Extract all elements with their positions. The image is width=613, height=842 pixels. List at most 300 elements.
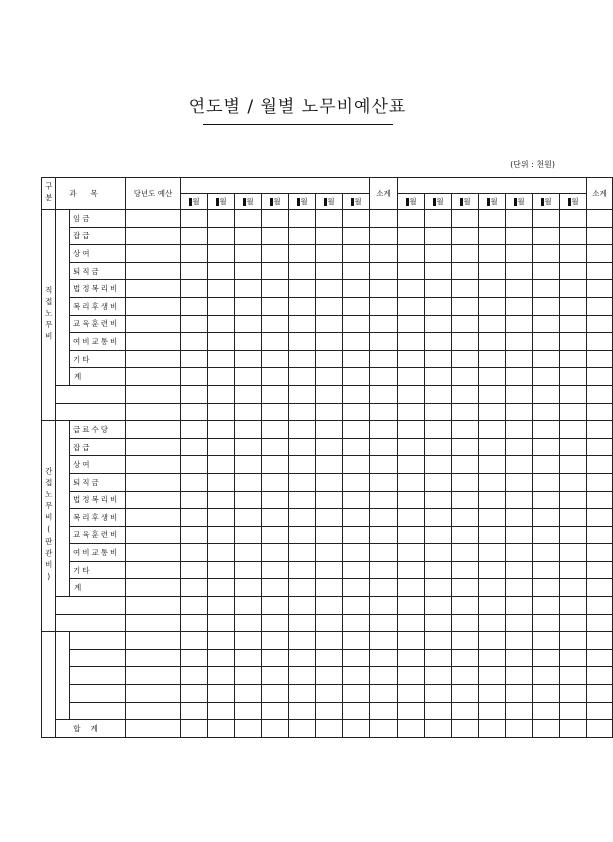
value-cell[interactable] (370, 667, 398, 685)
value-cell[interactable] (425, 421, 452, 439)
value-cell[interactable] (506, 368, 533, 386)
value-cell[interactable] (289, 245, 316, 263)
value-cell[interactable] (533, 438, 560, 456)
value-cell[interactable] (181, 720, 208, 738)
value-cell[interactable] (289, 702, 316, 720)
value-cell[interactable] (533, 403, 560, 421)
value-cell[interactable] (126, 421, 181, 439)
value-cell[interactable] (289, 403, 316, 421)
value-cell[interactable] (126, 649, 181, 667)
value-cell[interactable] (533, 544, 560, 562)
value-cell[interactable] (533, 597, 560, 615)
value-cell[interactable] (506, 685, 533, 703)
value-cell[interactable] (587, 614, 613, 632)
value-cell[interactable] (587, 632, 613, 650)
value-cell[interactable] (533, 227, 560, 245)
value-cell[interactable] (479, 315, 506, 333)
value-cell[interactable] (181, 227, 208, 245)
value-cell[interactable] (533, 561, 560, 579)
value-cell[interactable] (235, 544, 262, 562)
value-cell[interactable] (126, 561, 181, 579)
value-cell[interactable] (506, 473, 533, 491)
value-cell[interactable] (560, 350, 587, 368)
value-cell[interactable] (425, 685, 452, 703)
value-cell[interactable] (316, 297, 343, 315)
value-cell[interactable] (181, 685, 208, 703)
value-cell[interactable] (533, 720, 560, 738)
value-cell[interactable] (262, 649, 289, 667)
value-cell[interactable] (316, 473, 343, 491)
value-cell[interactable] (506, 210, 533, 228)
value-cell[interactable] (343, 526, 370, 544)
value-cell[interactable] (398, 597, 425, 615)
value-cell[interactable] (398, 315, 425, 333)
value-cell[interactable] (208, 667, 235, 685)
value-cell[interactable] (289, 720, 316, 738)
value-cell[interactable] (262, 685, 289, 703)
value-cell[interactable] (343, 544, 370, 562)
value-cell[interactable] (506, 262, 533, 280)
value-cell[interactable] (587, 526, 613, 544)
value-cell[interactable] (343, 350, 370, 368)
value-cell[interactable] (398, 210, 425, 228)
value-cell[interactable] (560, 491, 587, 509)
value-cell[interactable] (343, 456, 370, 474)
value-cell[interactable] (289, 333, 316, 351)
value-cell[interactable] (262, 491, 289, 509)
value-cell[interactable] (587, 579, 613, 597)
value-cell[interactable] (533, 421, 560, 439)
value-cell[interactable] (370, 368, 398, 386)
value-cell[interactable] (587, 649, 613, 667)
value-cell[interactable] (289, 473, 316, 491)
value-cell[interactable] (398, 333, 425, 351)
value-cell[interactable] (235, 210, 262, 228)
value-cell[interactable] (506, 597, 533, 615)
value-cell[interactable] (235, 649, 262, 667)
value-cell[interactable] (506, 385, 533, 403)
value-cell[interactable] (452, 473, 479, 491)
value-cell[interactable] (235, 315, 262, 333)
value-cell[interactable] (316, 403, 343, 421)
value-cell[interactable] (533, 297, 560, 315)
value-cell[interactable] (425, 720, 452, 738)
value-cell[interactable] (208, 368, 235, 386)
value-cell[interactable] (316, 438, 343, 456)
value-cell[interactable] (343, 245, 370, 263)
value-cell[interactable] (126, 491, 181, 509)
value-cell[interactable] (262, 702, 289, 720)
value-cell[interactable] (425, 297, 452, 315)
value-cell[interactable] (262, 632, 289, 650)
value-cell[interactable] (587, 333, 613, 351)
value-cell[interactable] (208, 561, 235, 579)
value-cell[interactable] (587, 597, 613, 615)
value-cell[interactable] (126, 245, 181, 263)
value-cell[interactable] (208, 649, 235, 667)
value-cell[interactable] (533, 649, 560, 667)
value-cell[interactable] (289, 421, 316, 439)
value-cell[interactable] (370, 597, 398, 615)
value-cell[interactable] (289, 526, 316, 544)
value-cell[interactable] (560, 473, 587, 491)
value-cell[interactable] (235, 385, 262, 403)
value-cell[interactable] (479, 720, 506, 738)
value-cell[interactable] (262, 544, 289, 562)
value-cell[interactable] (479, 350, 506, 368)
value-cell[interactable] (452, 403, 479, 421)
value-cell[interactable] (370, 280, 398, 298)
value-cell[interactable] (208, 509, 235, 527)
value-cell[interactable] (560, 526, 587, 544)
value-cell[interactable] (181, 597, 208, 615)
value-cell[interactable] (398, 245, 425, 263)
value-cell[interactable] (398, 685, 425, 703)
value-cell[interactable] (316, 385, 343, 403)
value-cell[interactable] (343, 702, 370, 720)
value-cell[interactable] (343, 368, 370, 386)
value-cell[interactable] (506, 579, 533, 597)
value-cell[interactable] (289, 456, 316, 474)
value-cell[interactable] (262, 403, 289, 421)
value-cell[interactable] (343, 262, 370, 280)
value-cell[interactable] (343, 614, 370, 632)
value-cell[interactable] (126, 702, 181, 720)
value-cell[interactable] (560, 438, 587, 456)
value-cell[interactable] (235, 526, 262, 544)
value-cell[interactable] (398, 473, 425, 491)
value-cell[interactable] (425, 614, 452, 632)
value-cell[interactable] (479, 385, 506, 403)
value-cell[interactable] (506, 297, 533, 315)
value-cell[interactable] (316, 227, 343, 245)
value-cell[interactable] (235, 403, 262, 421)
value-cell[interactable] (398, 280, 425, 298)
value-cell[interactable] (506, 280, 533, 298)
value-cell[interactable] (587, 421, 613, 439)
value-cell[interactable] (506, 561, 533, 579)
value-cell[interactable] (316, 421, 343, 439)
value-cell[interactable] (208, 297, 235, 315)
value-cell[interactable] (262, 720, 289, 738)
value-cell[interactable] (181, 245, 208, 263)
value-cell[interactable] (370, 421, 398, 439)
value-cell[interactable] (398, 297, 425, 315)
value-cell[interactable] (560, 614, 587, 632)
value-cell[interactable] (343, 509, 370, 527)
value-cell[interactable] (181, 579, 208, 597)
value-cell[interactable] (425, 350, 452, 368)
value-cell[interactable] (479, 227, 506, 245)
value-cell[interactable] (533, 526, 560, 544)
value-cell[interactable] (370, 491, 398, 509)
value-cell[interactable] (398, 720, 425, 738)
value-cell[interactable] (506, 649, 533, 667)
value-cell[interactable] (425, 245, 452, 263)
value-cell[interactable] (289, 579, 316, 597)
value-cell[interactable] (316, 210, 343, 228)
value-cell[interactable] (587, 456, 613, 474)
value-cell[interactable] (208, 262, 235, 280)
value-cell[interactable] (398, 350, 425, 368)
value-cell[interactable] (289, 491, 316, 509)
value-cell[interactable] (208, 720, 235, 738)
value-cell[interactable] (452, 333, 479, 351)
value-cell[interactable] (452, 421, 479, 439)
value-cell[interactable] (126, 632, 181, 650)
value-cell[interactable] (126, 297, 181, 315)
value-cell[interactable] (235, 579, 262, 597)
value-cell[interactable] (181, 561, 208, 579)
value-cell[interactable] (235, 597, 262, 615)
value-cell[interactable] (262, 210, 289, 228)
value-cell[interactable] (506, 333, 533, 351)
value-cell[interactable] (398, 702, 425, 720)
value-cell[interactable] (398, 526, 425, 544)
value-cell[interactable] (289, 280, 316, 298)
value-cell[interactable] (506, 720, 533, 738)
value-cell[interactable] (587, 473, 613, 491)
value-cell[interactable] (343, 632, 370, 650)
value-cell[interactable] (506, 227, 533, 245)
value-cell[interactable] (587, 280, 613, 298)
value-cell[interactable] (587, 702, 613, 720)
value-cell[interactable] (289, 210, 316, 228)
value-cell[interactable] (343, 597, 370, 615)
value-cell[interactable] (289, 667, 316, 685)
value-cell[interactable] (587, 368, 613, 386)
value-cell[interactable] (479, 262, 506, 280)
value-cell[interactable] (425, 649, 452, 667)
value-cell[interactable] (425, 579, 452, 597)
value-cell[interactable] (452, 438, 479, 456)
value-cell[interactable] (560, 227, 587, 245)
value-cell[interactable] (425, 702, 452, 720)
value-cell[interactable] (316, 350, 343, 368)
value-cell[interactable] (316, 685, 343, 703)
value-cell[interactable] (398, 385, 425, 403)
value-cell[interactable] (208, 280, 235, 298)
value-cell[interactable] (126, 509, 181, 527)
value-cell[interactable] (181, 210, 208, 228)
value-cell[interactable] (533, 385, 560, 403)
value-cell[interactable] (235, 245, 262, 263)
value-cell[interactable] (126, 544, 181, 562)
value-cell[interactable] (533, 456, 560, 474)
value-cell[interactable] (506, 702, 533, 720)
value-cell[interactable] (316, 632, 343, 650)
value-cell[interactable] (425, 473, 452, 491)
value-cell[interactable] (289, 368, 316, 386)
value-cell[interactable] (235, 509, 262, 527)
value-cell[interactable] (479, 702, 506, 720)
value-cell[interactable] (316, 262, 343, 280)
value-cell[interactable] (452, 649, 479, 667)
value-cell[interactable] (370, 210, 398, 228)
value-cell[interactable] (533, 315, 560, 333)
value-cell[interactable] (262, 614, 289, 632)
value-cell[interactable] (479, 685, 506, 703)
value-cell[interactable] (425, 597, 452, 615)
value-cell[interactable] (370, 614, 398, 632)
value-cell[interactable] (208, 632, 235, 650)
value-cell[interactable] (587, 667, 613, 685)
value-cell[interactable] (398, 667, 425, 685)
value-cell[interactable] (452, 297, 479, 315)
value-cell[interactable] (479, 579, 506, 597)
value-cell[interactable] (370, 685, 398, 703)
value-cell[interactable] (425, 667, 452, 685)
value-cell[interactable] (181, 262, 208, 280)
value-cell[interactable] (181, 315, 208, 333)
value-cell[interactable] (289, 350, 316, 368)
value-cell[interactable] (479, 667, 506, 685)
value-cell[interactable] (479, 509, 506, 527)
value-cell[interactable] (235, 473, 262, 491)
value-cell[interactable] (316, 667, 343, 685)
value-cell[interactable] (560, 632, 587, 650)
value-cell[interactable] (289, 385, 316, 403)
value-cell[interactable] (343, 403, 370, 421)
value-cell[interactable] (560, 649, 587, 667)
value-cell[interactable] (479, 456, 506, 474)
value-cell[interactable] (370, 262, 398, 280)
value-cell[interactable] (452, 579, 479, 597)
value-cell[interactable] (126, 685, 181, 703)
value-cell[interactable] (560, 667, 587, 685)
value-cell[interactable] (587, 403, 613, 421)
value-cell[interactable] (262, 245, 289, 263)
value-cell[interactable] (398, 262, 425, 280)
value-cell[interactable] (126, 667, 181, 685)
value-cell[interactable] (262, 368, 289, 386)
value-cell[interactable] (316, 597, 343, 615)
value-cell[interactable] (235, 350, 262, 368)
value-cell[interactable] (533, 509, 560, 527)
value-cell[interactable] (452, 702, 479, 720)
value-cell[interactable] (262, 526, 289, 544)
value-cell[interactable] (587, 720, 613, 738)
value-cell[interactable] (343, 685, 370, 703)
value-cell[interactable] (343, 421, 370, 439)
value-cell[interactable] (560, 262, 587, 280)
value-cell[interactable] (289, 685, 316, 703)
value-cell[interactable] (533, 667, 560, 685)
value-cell[interactable] (262, 227, 289, 245)
value-cell[interactable] (126, 720, 181, 738)
value-cell[interactable] (262, 561, 289, 579)
value-cell[interactable] (181, 438, 208, 456)
value-cell[interactable] (289, 544, 316, 562)
value-cell[interactable] (587, 350, 613, 368)
value-cell[interactable] (343, 720, 370, 738)
value-cell[interactable] (479, 210, 506, 228)
value-cell[interactable] (479, 561, 506, 579)
value-cell[interactable] (343, 473, 370, 491)
value-cell[interactable] (126, 262, 181, 280)
value-cell[interactable] (262, 438, 289, 456)
value-cell[interactable] (452, 210, 479, 228)
value-cell[interactable] (235, 368, 262, 386)
value-cell[interactable] (560, 368, 587, 386)
value-cell[interactable] (126, 579, 181, 597)
value-cell[interactable] (452, 385, 479, 403)
value-cell[interactable] (398, 561, 425, 579)
value-cell[interactable] (560, 720, 587, 738)
value-cell[interactable] (560, 561, 587, 579)
value-cell[interactable] (370, 456, 398, 474)
value-cell[interactable] (181, 385, 208, 403)
value-cell[interactable] (126, 385, 181, 403)
value-cell[interactable] (425, 403, 452, 421)
value-cell[interactable] (370, 333, 398, 351)
value-cell[interactable] (316, 280, 343, 298)
value-cell[interactable] (235, 632, 262, 650)
value-cell[interactable] (587, 491, 613, 509)
value-cell[interactable] (235, 614, 262, 632)
value-cell[interactable] (398, 491, 425, 509)
value-cell[interactable] (533, 333, 560, 351)
value-cell[interactable] (425, 315, 452, 333)
value-cell[interactable] (533, 702, 560, 720)
value-cell[interactable] (370, 315, 398, 333)
value-cell[interactable] (506, 438, 533, 456)
value-cell[interactable] (235, 720, 262, 738)
value-cell[interactable] (181, 403, 208, 421)
value-cell[interactable] (343, 649, 370, 667)
value-cell[interactable] (479, 438, 506, 456)
value-cell[interactable] (316, 579, 343, 597)
value-cell[interactable] (560, 421, 587, 439)
value-cell[interactable] (208, 579, 235, 597)
value-cell[interactable] (560, 456, 587, 474)
value-cell[interactable] (181, 297, 208, 315)
value-cell[interactable] (398, 456, 425, 474)
value-cell[interactable] (398, 438, 425, 456)
value-cell[interactable] (425, 544, 452, 562)
value-cell[interactable] (506, 491, 533, 509)
value-cell[interactable] (425, 333, 452, 351)
value-cell[interactable] (235, 702, 262, 720)
value-cell[interactable] (506, 544, 533, 562)
value-cell[interactable] (506, 456, 533, 474)
value-cell[interactable] (208, 491, 235, 509)
value-cell[interactable] (316, 720, 343, 738)
value-cell[interactable] (479, 597, 506, 615)
value-cell[interactable] (533, 614, 560, 632)
value-cell[interactable] (181, 368, 208, 386)
value-cell[interactable] (560, 245, 587, 263)
value-cell[interactable] (208, 350, 235, 368)
value-cell[interactable] (343, 561, 370, 579)
value-cell[interactable] (126, 315, 181, 333)
value-cell[interactable] (235, 227, 262, 245)
value-cell[interactable] (560, 544, 587, 562)
value-cell[interactable] (262, 509, 289, 527)
value-cell[interactable] (181, 491, 208, 509)
value-cell[interactable] (479, 544, 506, 562)
value-cell[interactable] (343, 227, 370, 245)
value-cell[interactable] (343, 491, 370, 509)
value-cell[interactable] (370, 403, 398, 421)
value-cell[interactable] (289, 632, 316, 650)
value-cell[interactable] (289, 438, 316, 456)
value-cell[interactable] (208, 456, 235, 474)
value-cell[interactable] (506, 315, 533, 333)
value-cell[interactable] (452, 614, 479, 632)
value-cell[interactable] (370, 385, 398, 403)
value-cell[interactable] (370, 649, 398, 667)
